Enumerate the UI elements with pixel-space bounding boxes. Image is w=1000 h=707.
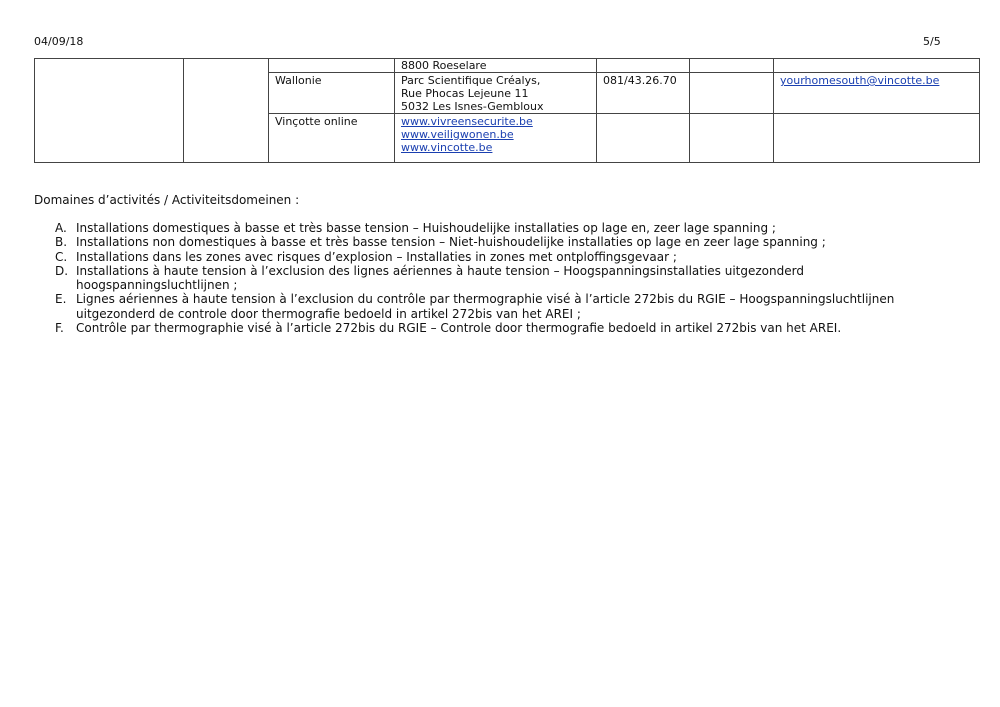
page-number: 5/5: [923, 35, 941, 48]
address-line: Rue Phocas Lejeune 11: [401, 87, 529, 100]
table-row: [35, 59, 980, 73]
website-link-veiligwonen[interactable]: www.veiligwonen.be: [401, 128, 514, 141]
list-item: [55, 250, 960, 264]
list-marker: D.: [55, 263, 69, 278]
website-link-vincotte[interactable]: www.vincotte.be: [401, 141, 493, 154]
page-date: 04/09/18: [34, 35, 84, 48]
list-item: [55, 292, 960, 321]
email-link[interactable]: yourhomesouth@vincotte.be: [780, 74, 940, 87]
list-marker: A.: [55, 221, 67, 235]
address-line: 5032 Les Isnes-Gembloux: [401, 100, 544, 113]
list-item-text: Installations non domestiques à basse et très basse tension – Niet-huishoudelijke installaties op lage en zeer lage spanning ;: [76, 235, 826, 250]
list-marker: B.: [55, 235, 68, 250]
contacts-table: [34, 58, 980, 163]
address-cell: [395, 73, 597, 114]
list-item-text: Installations domestiques à basse et très basse tension – Huishoudelijke installaties op lage en, zeer lage spanning ;: [76, 221, 776, 235]
domains-list: [55, 221, 960, 335]
table-cell: [690, 59, 774, 73]
list-item: [55, 235, 960, 249]
phone-cell: [597, 59, 690, 73]
region-cell: Vinçotte online: [269, 114, 395, 163]
domains-heading: Domaines d’activités / Activiteitsdomeinen :: [34, 193, 300, 207]
list-marker: F.: [55, 321, 64, 336]
links-cell: [395, 114, 597, 163]
email-cell: [774, 114, 980, 163]
email-cell: [774, 59, 980, 73]
table-cell: [35, 59, 184, 163]
table-cell: [690, 73, 774, 114]
email-cell: [774, 73, 980, 114]
list-item: [55, 221, 960, 235]
list-item-text: Installations dans les zones avec risques d’explosion – Installaties in zones met ontploffingsgevaar ;: [76, 249, 677, 264]
list-item-text: Contrôle par thermographie visé à l’article 272bis du RGIE – Controle door thermografie bedoeld in artikel 272bis van het AREI.: [76, 321, 842, 336]
region-cell: Wallonie: [269, 73, 395, 114]
list-marker: E.: [55, 292, 67, 307]
table-cell: [690, 114, 774, 163]
list-item: [55, 264, 960, 293]
list-item-text: Installations à haute tension à l’exclusion des lignes aériennes à haute tension – Hoogspanningsinstallaties uitgezonderd hoogspanningsluchtlijnen ;: [76, 263, 804, 293]
region-cell: [269, 59, 395, 73]
address-cell: [395, 59, 597, 73]
phone-cell: 081/43.26.70: [597, 73, 690, 114]
phone-cell: [597, 114, 690, 163]
address-line: 8800 Roeselare: [401, 59, 487, 72]
website-link-vivreensecurite[interactable]: www.vivreensecurite.be: [401, 115, 533, 128]
table-cell: [184, 59, 269, 163]
list-item: [55, 321, 960, 335]
list-item-text: Lignes aériennes à haute tension à l’exclusion du contrôle par thermographie visé à l’article 272bis du RGIE – Hoogspanningsluchtlijnen uitgezonderd de controle door thermografie bedoeld in artikel 272bis van het AREI ;: [76, 292, 895, 321]
list-marker: C.: [55, 249, 68, 264]
address-line: Parc Scientifique Créalys,: [401, 74, 541, 87]
